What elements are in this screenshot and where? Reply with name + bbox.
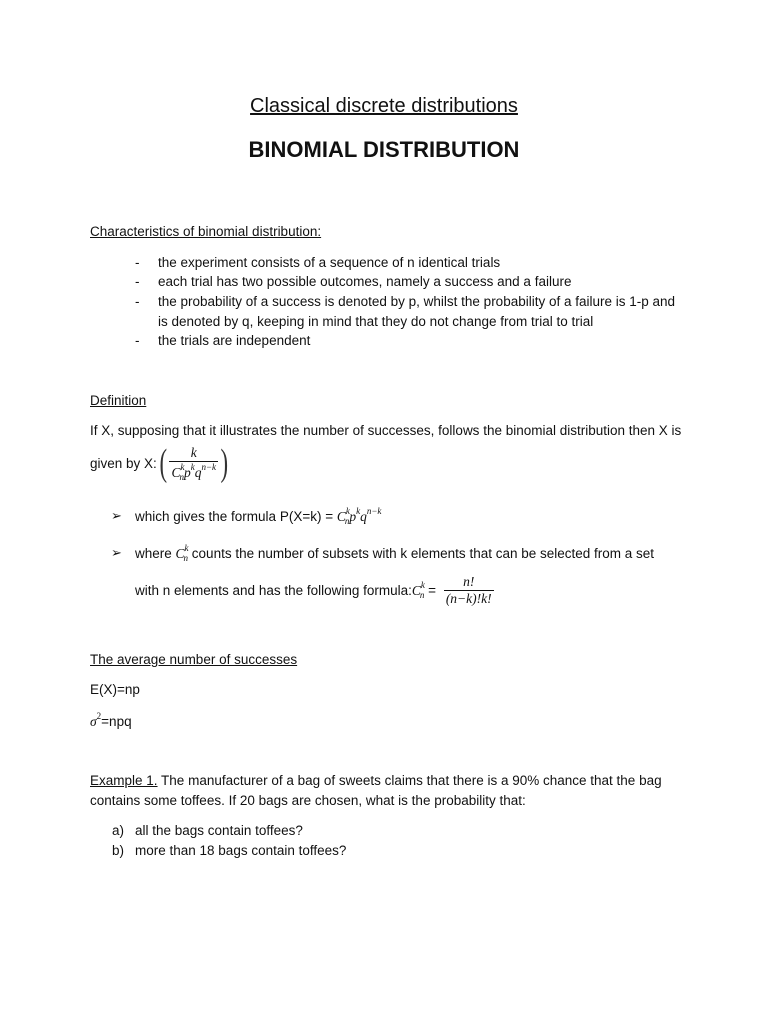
combination-symbol: $C^k_n$ bbox=[411, 580, 425, 600]
formula-bullet-1-text: which gives the formula P(X=k) = bbox=[135, 509, 337, 524]
definition-heading: Definition bbox=[90, 393, 147, 408]
formula-bullet-1 bbox=[135, 506, 381, 526]
combination-formula-line bbox=[135, 570, 494, 610]
page-title: BINOMIAL DISTRIBUTION bbox=[248, 137, 520, 162]
right-paren: ) bbox=[220, 442, 229, 484]
characteristic-item: the probability of a success is denoted by p, whilst the probability of a failure is 1-p and bbox=[158, 294, 676, 309]
pmf-formula: $C^k_np^kq^{n-k}$ bbox=[336, 506, 382, 526]
document-subtitle: Classical discrete distributions bbox=[250, 95, 518, 117]
example-line-2: contains some toffees. If 20 bags are chosen, what is the probability that: bbox=[90, 793, 526, 808]
example-label: Example 1. bbox=[90, 773, 158, 788]
example-line-1 bbox=[90, 773, 662, 788]
example-text-1: The manufacturer of a bag of sweets claims that there is a 90% chance that the bag bbox=[157, 773, 662, 788]
combination-fraction bbox=[444, 574, 494, 607]
matrix-top: k bbox=[190, 444, 197, 460]
definition-intro: If X, supposing that it illustrates the number of successes, follows the binomial distribution then X is bbox=[90, 423, 682, 438]
fraction-numerator: n! bbox=[463, 573, 475, 589]
arrow-bullet-icon: ➢ bbox=[111, 508, 122, 523]
sigma-symbol: σ bbox=[90, 714, 97, 729]
fraction-denominator: (n−k)!k! bbox=[445, 590, 492, 606]
combination-formula-label: with n elements and has the following formula: bbox=[135, 582, 412, 598]
characteristic-item-continuation: is denoted by q, keeping in mind that they do not change from trial to trial bbox=[158, 314, 594, 329]
bullet-dash: - bbox=[135, 274, 140, 289]
variance-rest: =npq bbox=[101, 714, 132, 729]
characteristic-item: each trial has two possible outcomes, namely a success and a failure bbox=[158, 274, 572, 289]
arrow-bullet-icon: ➢ bbox=[111, 545, 122, 560]
bullet-dash: - bbox=[135, 333, 140, 348]
equals-sign: = bbox=[424, 582, 440, 598]
characteristic-item: the experiment consists of a sequence of n identical trials bbox=[158, 255, 501, 270]
expectation-formula: E(X)=np bbox=[90, 682, 140, 697]
average-heading: The average number of successes bbox=[90, 652, 298, 667]
matrix-bottom: $C^k_np^kq^{n-k}$ bbox=[171, 461, 217, 482]
bullet-dash: - bbox=[135, 294, 140, 309]
characteristic-item: the trials are independent bbox=[158, 333, 311, 348]
variance-exponent: 2 bbox=[96, 711, 102, 721]
example-part-marker: b) bbox=[112, 843, 125, 858]
characteristics-heading: Characteristics of binomial distribution: bbox=[90, 224, 322, 239]
definition-given-by bbox=[90, 441, 231, 485]
formula-bullet-2-before: where bbox=[135, 546, 176, 561]
left-paren: ( bbox=[159, 442, 167, 484]
formula-bullet-2-after: counts the number of subsets with k elements that can be selected from a set bbox=[188, 546, 655, 561]
distribution-matrix bbox=[169, 445, 218, 482]
formula-bullet-2 bbox=[135, 543, 654, 563]
example-part-text: more than 18 bags contain toffees? bbox=[135, 843, 347, 858]
example-part-marker: a) bbox=[112, 823, 125, 838]
bullet-dash: - bbox=[135, 255, 140, 270]
variance-formula bbox=[90, 711, 132, 730]
example-part-text: all the bags contain toffees? bbox=[135, 823, 303, 838]
given-by-label: given by X: bbox=[90, 455, 157, 471]
combination-symbol: $C^k_n$ bbox=[175, 543, 189, 563]
